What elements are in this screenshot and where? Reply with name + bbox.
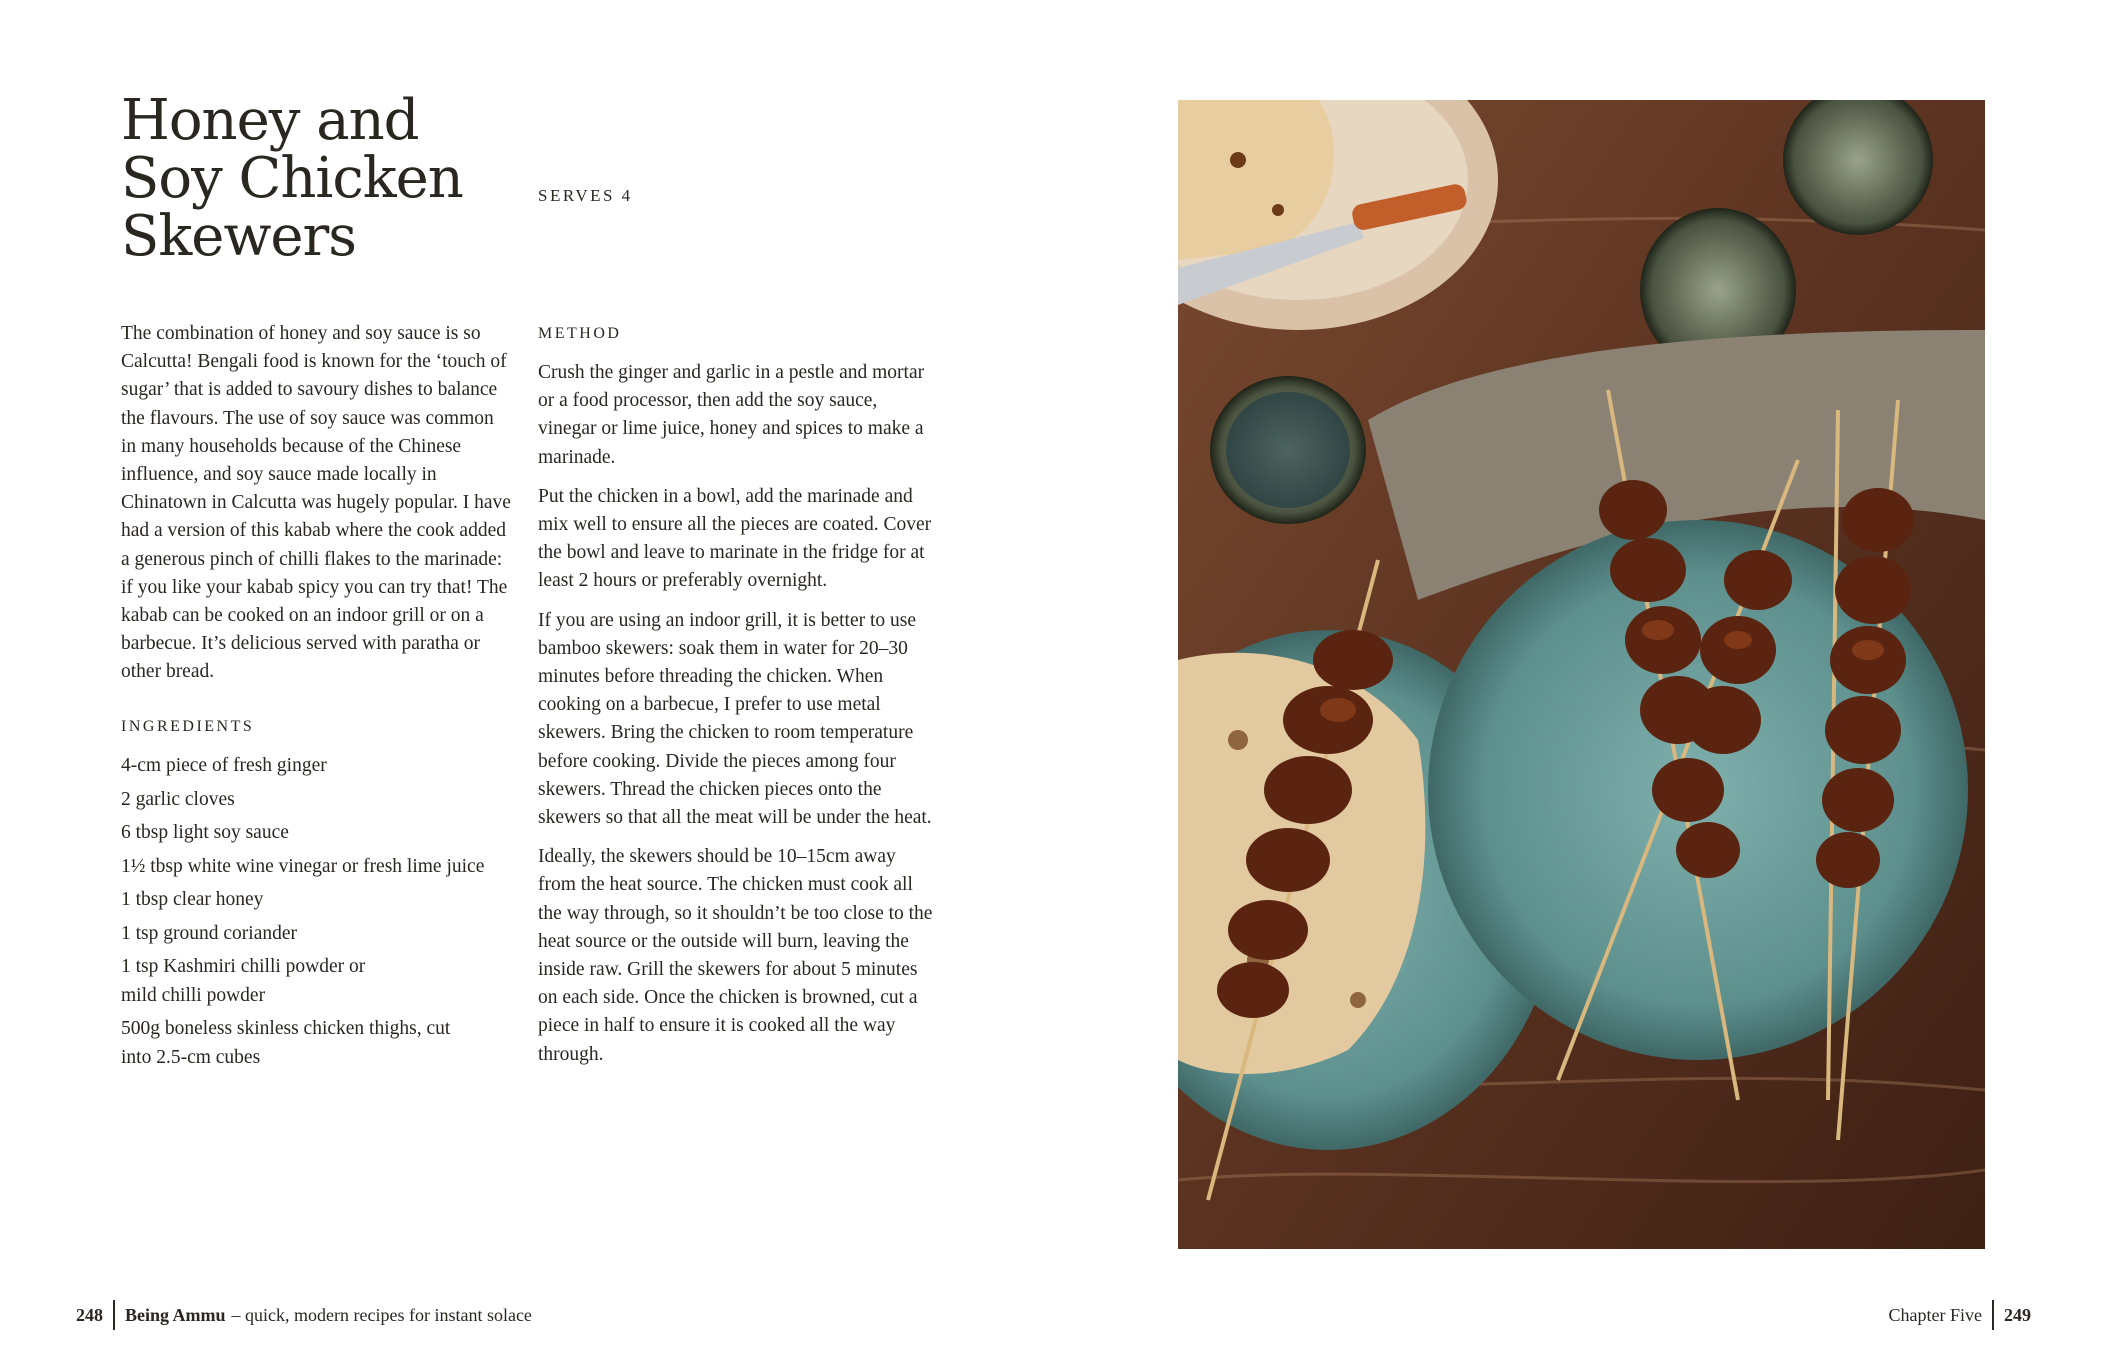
book-title: Being Ammu bbox=[125, 1305, 226, 1325]
ingredient-item: 1½ tbsp white wine vinegar or fresh lime juice bbox=[121, 855, 485, 877]
ingredient-item: 6 tbsp light soy sauce bbox=[121, 822, 289, 843]
footer-divider bbox=[1992, 1300, 1994, 1330]
chapter-label: Chapter Five bbox=[1888, 1305, 1982, 1325]
book-subtitle: – quick, modern recipes for instant solace bbox=[231, 1305, 532, 1325]
ingredient-item: 500g boneless skinless chicken thighs, cut into 2.5-cm cubes bbox=[121, 1018, 451, 1068]
serves-label: SERVES 4 bbox=[538, 186, 633, 205]
method-step: Crush the ginger and garlic in a pestle and mortar or a food processor, then add the soy sauce, vinegar or lime juice, honey and spices to make a marinade. bbox=[538, 362, 925, 468]
method-heading: METHOD bbox=[538, 325, 622, 342]
footer-right bbox=[1889, 1300, 2031, 1330]
title-line: Honey and bbox=[121, 88, 419, 153]
page-number-left: 248 bbox=[76, 1305, 103, 1325]
ingredients-list bbox=[121, 752, 511, 1077]
title-line: Soy Chicken bbox=[121, 146, 463, 211]
method-step: Put the chicken in a bowl, add the marinade and mix well to ensure all the pieces are coated. Cover the bowl and leave to marinate in the fridge for at least 2 hours or preferably overnight. bbox=[538, 485, 932, 592]
title-line: Skewers bbox=[121, 204, 357, 269]
recipe-title bbox=[121, 88, 541, 269]
method-step: If you are using an indoor grill, it is better to use bamboo skewers: soak them in water for 20–30 minutes before threading the chicken. When cooking on a barbecue, I prefer to use metal skewers. Bring the chicken to room temperature before cooking. Divide the pieces among four skewers. Thread the chicken pieces onto the skewers so that all the meat will be under the heat. bbox=[538, 609, 932, 829]
method-step: Ideally, the skewers should be 10–15cm away from the heat source. The chicken must cook all the way through, so it shouldn’t be too close to the heat source or the outside will burn, leaving the inside raw. Grill the skewers for about 5 minutes on each side. Once the chicken is browned, cut a piece in half to ensure it is cooked all the way through. bbox=[538, 846, 933, 1065]
footer-divider bbox=[113, 1300, 115, 1330]
ingredient-item: 1 tsp ground coriander bbox=[121, 922, 297, 944]
ingredient-item: 4-cm piece of fresh ginger bbox=[121, 755, 327, 776]
recipe-photo bbox=[1178, 100, 1985, 1249]
footer-left bbox=[76, 1300, 532, 1330]
intro-paragraph: The combination of honey and soy sauce is so Calcutta! Bengali food is known for the ‘touch of sugar’ that is added to savoury dishes to balance the flavours. The use of soy sauce was common in many households because of the Chinese influence, and soy sauce made locally in Chinatown in Calcutta was hugely popular. I have had a version of this kabab where the cook added a generous pinch of chilli flakes to the marinade: if you like your kabab spicy you can try that! The kabab can be cooked on an indoor grill or on a barbecue. It’s delicious served with paratha or other bread. bbox=[121, 323, 511, 683]
ingredient-item: 2 garlic cloves bbox=[121, 788, 235, 810]
ingredients-heading: INGREDIENTS bbox=[121, 718, 255, 735]
ingredient-item: 1 tbsp clear honey bbox=[121, 889, 264, 910]
method-steps bbox=[538, 359, 938, 1080]
ingredient-item: 1 tsp Kashmiri chilli powder or mild chilli powder bbox=[121, 956, 366, 1006]
page-number-right: 249 bbox=[2004, 1305, 2031, 1325]
